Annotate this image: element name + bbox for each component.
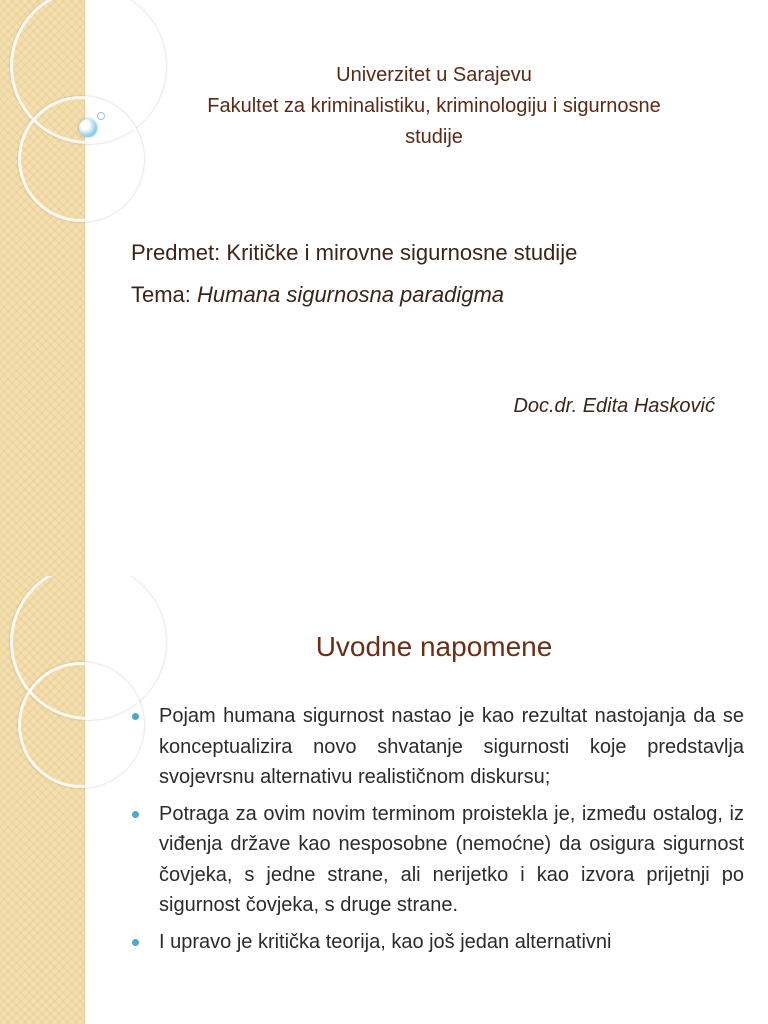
author-name: Doc.dr. Edita Hasković <box>513 395 715 417</box>
subject-line <box>131 232 751 274</box>
bullet-dot-icon <box>132 811 139 818</box>
decorative-bubble <box>79 119 97 137</box>
topic-value: Humana sigurnosna paradigma <box>197 282 505 307</box>
subject-value: Kritičke i mirovne sigurnosne studije <box>226 240 578 265</box>
faculty-name-line-1: Fakultet za kriminalistiku, kriminologiju i sigurnosne <box>207 95 661 117</box>
content-slide <box>0 576 768 1024</box>
subject-label: Predmet: <box>131 240 221 265</box>
university-header <box>100 60 768 153</box>
decorative-side-strip <box>0 576 85 1024</box>
bullet-dot-icon <box>132 713 139 720</box>
bullet-list <box>132 701 744 963</box>
list-item <box>132 927 744 958</box>
topic-label: Tema: <box>131 282 191 307</box>
decorative-ring-small <box>18 662 144 788</box>
slide-title: Uvodne napomene <box>315 631 553 662</box>
topic-line <box>131 274 751 316</box>
subject-block <box>131 232 751 316</box>
list-item <box>132 701 744 793</box>
list-item <box>132 799 744 921</box>
university-name: Univerzitet u Sarajevu <box>336 64 532 86</box>
decorative-side-strip <box>0 0 85 576</box>
bullet-text: Pojam humana sigurnost nastao je kao rezultat nastojanja da se konceptualizira novo shvatanje sigurnosti koje predstavlja svojevrsnu alternativu realističnom diskursu; <box>159 705 744 788</box>
bullet-dot-icon <box>132 939 139 946</box>
bullet-text: I upravo je kritička teorija, kao još jedan alternativni <box>159 930 612 953</box>
faculty-name-line-2: studije <box>405 126 463 148</box>
bullet-text: Potraga za ovim novim terminom proistekla je, između ostalog, iz viđenja države kao nesposobne (nemoćne) da osigura sigurnost čovjeka, s jedne strane, ali nerijetko i kao izvora prijetnji po sigurnost čovjeka, s druge strane. <box>159 802 744 916</box>
